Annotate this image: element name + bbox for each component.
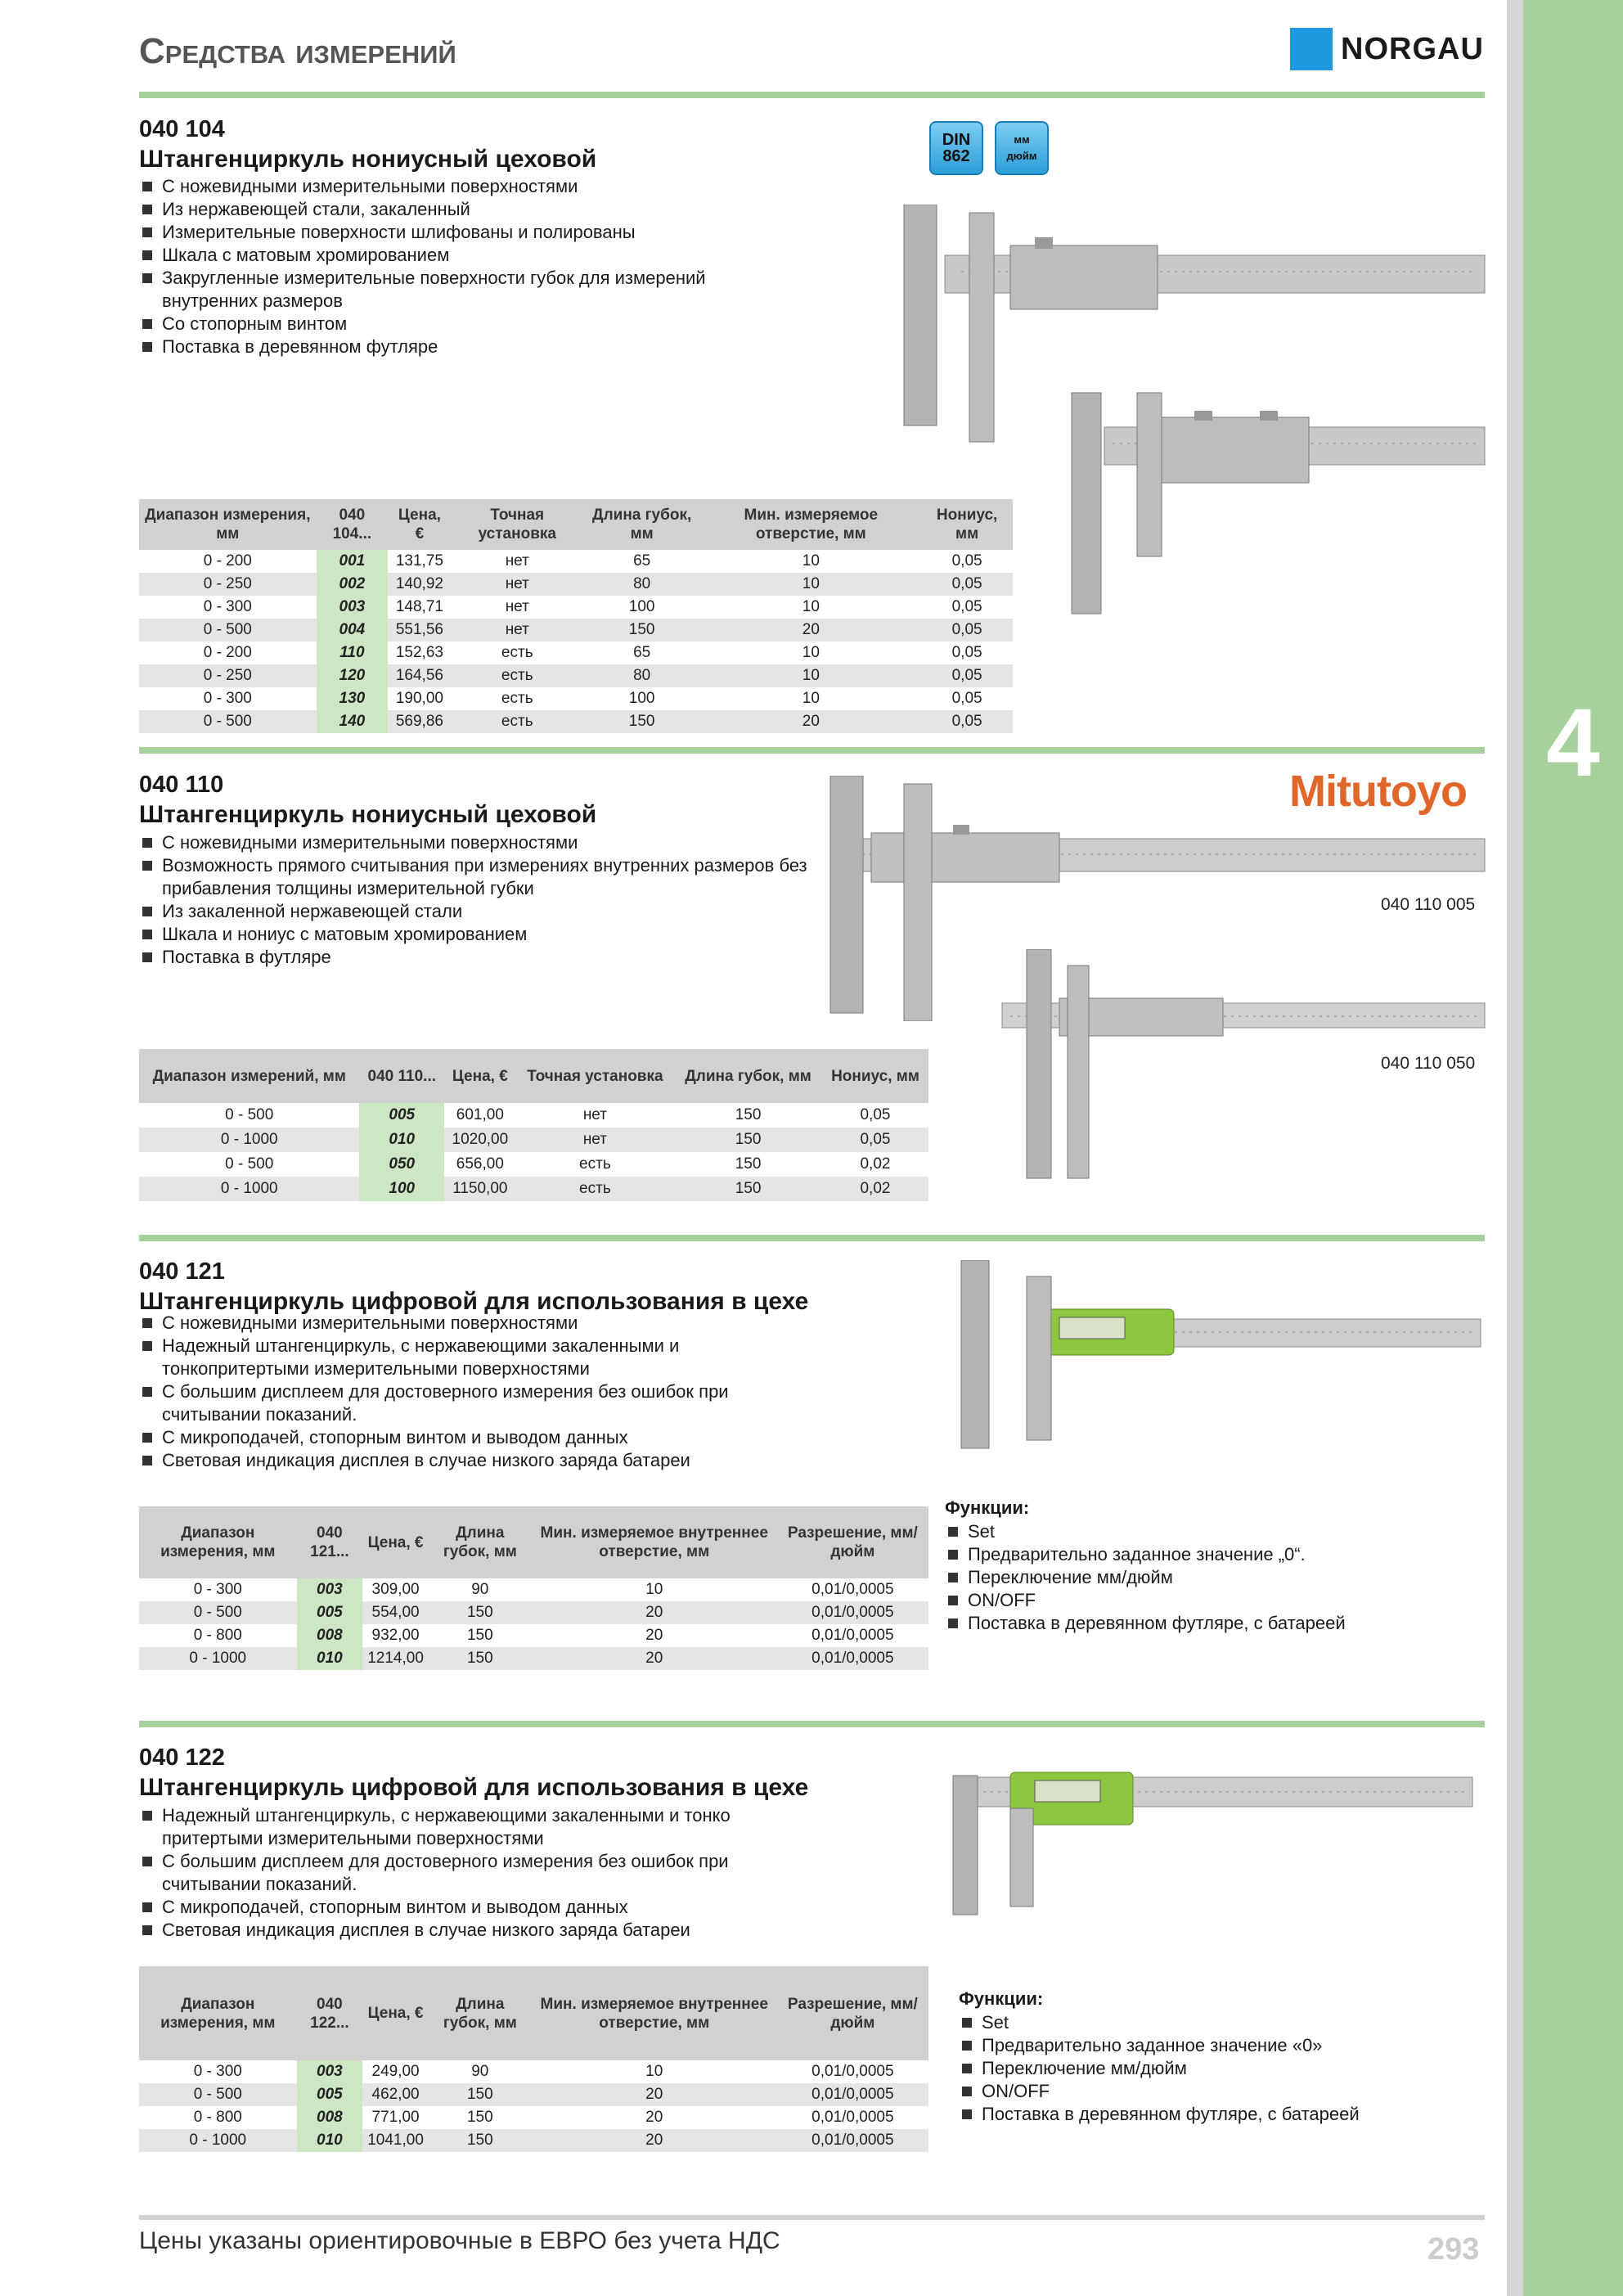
table-row xyxy=(139,664,1013,687)
cell: 0,05 xyxy=(822,1128,928,1152)
function-item: ON/OFF xyxy=(959,2080,1482,2103)
cell: 0 - 1000 xyxy=(139,2129,297,2152)
cell: 0,01/0,0005 xyxy=(777,1647,928,1670)
cell: 140,92 xyxy=(388,573,452,596)
table-row xyxy=(139,2060,928,2083)
section-divider xyxy=(139,747,1485,754)
col-header: Мин. измеряемое внутреннее отверстие, мм xyxy=(532,1966,777,2060)
table-row xyxy=(139,1128,928,1152)
cell: 190,00 xyxy=(395,690,443,707)
col-header: Цена, € xyxy=(444,1049,516,1103)
function-item: Set xyxy=(945,1520,1468,1543)
brand-logo xyxy=(1290,28,1484,70)
cell: 0,05 xyxy=(951,552,982,569)
product-code: 040 121 xyxy=(139,1258,225,1285)
table-row xyxy=(139,1601,928,1624)
function-item: Переключение мм/дюйм xyxy=(959,2057,1482,2080)
feature-item: Надежный штангенциркуль, с нержавеющими закаленными и тонко притертыми измерительными поверхностями xyxy=(139,1804,777,1850)
feature-item: Из закаленной нержавеющей стали xyxy=(139,900,810,923)
footer-note: Цены указаны ориентировочные в ЕВРО без учета НДС xyxy=(139,2227,780,2254)
table-row xyxy=(139,1103,928,1128)
cell: 150 xyxy=(583,710,701,733)
col-header: 040 121... xyxy=(297,1506,363,1578)
cell: есть xyxy=(501,690,533,707)
section-divider xyxy=(139,1235,1485,1241)
cell: 0 - 500 xyxy=(139,710,317,733)
vernier-caliper-image xyxy=(1063,376,1489,622)
table-row xyxy=(139,2106,928,2129)
feature-item: Шкала и нониус с матовым хромированием xyxy=(139,923,810,946)
cell: 462,00 xyxy=(362,2083,429,2106)
footer-divider xyxy=(139,2215,1485,2220)
cell: 0 - 800 xyxy=(193,1627,242,1644)
cell: 148,71 xyxy=(395,598,443,615)
col-header: Диапазон измерений, мм xyxy=(139,1049,359,1103)
cell: 150 xyxy=(583,619,701,642)
article-cell: 010 xyxy=(297,2129,363,2152)
cell: 0,05 xyxy=(921,664,1013,687)
col-header: Длина губок, мм xyxy=(429,1506,532,1578)
cell: 100 xyxy=(628,598,655,615)
functions-list xyxy=(945,1520,1468,1635)
cell: нет xyxy=(582,1106,607,1123)
feature-item: Измерительные поверхности шлифованы и полированы xyxy=(139,221,761,244)
cell: 656,00 xyxy=(456,1155,504,1173)
feature-item: С большим дисплеем для достоверного измерения без ошибок при считывании показаний. xyxy=(139,1850,777,1896)
cell: нет xyxy=(505,598,529,615)
cell: 150 xyxy=(674,1177,822,1201)
spec-table xyxy=(139,1506,928,1670)
article-cell: 004 xyxy=(317,619,389,642)
cell: 0 - 300 xyxy=(203,690,252,707)
cell: 0 - 500 xyxy=(139,2083,297,2106)
table-row xyxy=(139,687,1013,710)
col-header: Диапазон измерения, мм xyxy=(139,499,317,550)
digital-caliper-image xyxy=(945,1759,1477,1923)
table-row xyxy=(139,2083,928,2106)
cell: 1214,00 xyxy=(362,1647,429,1670)
feature-list xyxy=(139,1804,777,1942)
cell: 80 xyxy=(583,664,701,687)
table-row xyxy=(139,1624,928,1647)
chapter-band xyxy=(1523,0,1623,2296)
article-cell: 008 xyxy=(297,1624,363,1647)
feature-item: Световая индикация дисплея в случае низкого заряда батареи xyxy=(139,1919,777,1942)
cell: есть xyxy=(579,1155,611,1173)
cell: 0 - 1000 xyxy=(139,1128,359,1152)
feature-item: Со стопорным винтом xyxy=(139,313,761,335)
feature-item: С ножевидными измерительными поверхностями xyxy=(139,831,810,854)
cell: 0 - 500 xyxy=(225,1155,274,1173)
feature-item: Закругленные измерительные поверхности губок для измерений внутренних размеров xyxy=(139,267,761,313)
col-header: Диапазон измерения, мм xyxy=(139,1506,297,1578)
cell: 100 xyxy=(628,690,655,707)
cell: 150 xyxy=(735,1106,762,1123)
article-cell: 003 xyxy=(297,2060,363,2083)
cell: 0,05 xyxy=(921,619,1013,642)
cell: 0 - 250 xyxy=(139,664,317,687)
cell: 0,05 xyxy=(951,598,982,615)
cell: 80 xyxy=(583,573,701,596)
col-header: Цена, € xyxy=(362,1506,429,1578)
cell: 150 xyxy=(674,1128,822,1152)
cell: есть xyxy=(516,1177,675,1201)
cell: 309,00 xyxy=(371,1581,420,1598)
article-cell: 001 xyxy=(317,550,389,573)
cell: 150 xyxy=(466,2109,493,2126)
function-item: Поставка в деревянном футляре, с батареей xyxy=(945,1612,1468,1635)
article-cell: 140 xyxy=(317,710,389,733)
badge-line: DIN xyxy=(942,131,971,149)
cell: нет xyxy=(452,573,583,596)
col-header: 040 110... xyxy=(359,1049,444,1103)
cell: 0 - 500 xyxy=(139,619,317,642)
article-cell: 050 xyxy=(359,1152,444,1177)
function-item: Set xyxy=(959,2011,1482,2034)
table-row xyxy=(139,642,1013,664)
functions-title: Функции: xyxy=(945,1497,1030,1518)
cell: 0,01/0,0005 xyxy=(777,2083,928,2106)
cell: 932,00 xyxy=(371,1627,420,1644)
cell: 90 xyxy=(471,2063,489,2080)
page-number: 293 xyxy=(1427,2232,1480,2267)
cell: 0 - 200 xyxy=(203,552,252,569)
article-cell: 110 xyxy=(317,642,389,664)
product-name: Штангенциркуль цифровой для использования в цехе xyxy=(139,1774,809,1801)
col-header: Диапазон измерения, мм xyxy=(139,1966,297,2060)
col-header: Нониус, мм xyxy=(822,1049,928,1103)
cell: 0,02 xyxy=(860,1155,891,1173)
cell: 0 - 1000 xyxy=(139,1647,297,1670)
col-header: 040 122... xyxy=(297,1966,363,2060)
din-badge xyxy=(929,121,983,175)
feature-list xyxy=(139,1312,777,1472)
cell: 10 xyxy=(645,1581,663,1598)
cell: 0,01/0,0005 xyxy=(812,2063,894,2080)
cell: 1020,00 xyxy=(444,1128,516,1152)
cell: 551,56 xyxy=(388,619,452,642)
feature-list xyxy=(139,831,810,969)
cell: 150 xyxy=(429,2083,532,2106)
table-row xyxy=(139,710,1013,733)
cell: 0,01/0,0005 xyxy=(777,1601,928,1624)
cell: 20 xyxy=(645,1627,663,1644)
cell: 0 - 200 xyxy=(203,644,252,661)
badge-line: 862 xyxy=(942,147,970,165)
cell: 0,05 xyxy=(921,710,1013,733)
col-header: Разрешение, мм/дюйм xyxy=(777,1966,928,2060)
spec-table xyxy=(139,1049,928,1201)
cell: 10 xyxy=(802,598,820,615)
cell: 0,05 xyxy=(860,1106,891,1123)
cell: 0,01/0,0005 xyxy=(812,1581,894,1598)
cell: 20 xyxy=(532,1601,777,1624)
cell: 10 xyxy=(802,690,820,707)
cell: 249,00 xyxy=(371,2063,420,2080)
table-row xyxy=(139,1177,928,1201)
function-item: Предварительно заданное значение «0» xyxy=(959,2034,1482,2057)
table-row xyxy=(139,1578,928,1601)
cell: 0,05 xyxy=(921,573,1013,596)
cell: 0,01/0,0005 xyxy=(777,2129,928,2152)
article-cell: 100 xyxy=(359,1177,444,1201)
cell: 0 - 300 xyxy=(193,2063,242,2080)
product-name: Штангенциркуль нониусный цеховой xyxy=(139,801,597,828)
col-header: Точная установка xyxy=(452,499,583,550)
cell: 131,75 xyxy=(395,552,443,569)
col-header: Длина губок, мм xyxy=(674,1049,822,1103)
logo-square-icon xyxy=(1290,28,1333,70)
col-header: Мин. измеряемое отверстие, мм xyxy=(700,499,921,550)
col-header: 040 104... xyxy=(317,499,389,550)
product-code: 040 104 xyxy=(139,116,225,142)
cell: 569,86 xyxy=(388,710,452,733)
col-header: Точная установка xyxy=(516,1049,675,1103)
article-cell: 003 xyxy=(297,1578,363,1601)
cell: 0 - 500 xyxy=(225,1106,274,1123)
article-cell: 005 xyxy=(297,1601,363,1624)
spec-table xyxy=(139,499,1013,733)
cell: 10 xyxy=(802,552,820,569)
side-band-edge xyxy=(1507,0,1523,2296)
col-header: Мин. измеряемое внутреннее отверстие, мм xyxy=(532,1506,777,1578)
feature-item: Возможность прямого считывания при измерениях внутренних размеров без прибавления толщины измерительной губки xyxy=(139,854,810,900)
table-row xyxy=(139,1152,928,1177)
col-header: Разрешение, мм/дюйм xyxy=(777,1506,928,1578)
table-row xyxy=(139,550,1013,573)
cell: есть xyxy=(452,664,583,687)
cell: есть xyxy=(452,710,583,733)
product-code: 040 110 xyxy=(139,772,224,798)
cell: 0 - 300 xyxy=(203,598,252,615)
col-header: Нониус, мм xyxy=(921,499,1013,550)
function-item: Поставка в деревянном футляре, с батареей xyxy=(959,2103,1482,2126)
cell: 0 - 300 xyxy=(193,1581,242,1598)
section-divider xyxy=(139,92,1485,98)
cell: 601,00 xyxy=(456,1106,504,1123)
cell: 10 xyxy=(700,664,921,687)
col-header: Цена, € xyxy=(362,1966,429,2060)
function-item: ON/OFF xyxy=(945,1589,1468,1612)
table-row xyxy=(139,1647,928,1670)
cell: 0,05 xyxy=(951,644,982,661)
cell: 164,56 xyxy=(388,664,452,687)
product-code: 040 122 xyxy=(139,1745,225,1771)
functions-title: Функции: xyxy=(959,1988,1044,2009)
chapter-number: 4 xyxy=(1546,689,1600,797)
digital-caliper-image xyxy=(953,1260,1485,1456)
cell: нет xyxy=(516,1128,675,1152)
feature-item: Надежный штангенциркуль, с нержавеющими закаленными и тонкопритертыми измерительными поверхностями xyxy=(139,1335,777,1380)
cell: 1041,00 xyxy=(362,2129,429,2152)
cell: 10 xyxy=(802,644,820,661)
article-cell: 005 xyxy=(297,2083,363,2106)
functions-list xyxy=(959,2011,1482,2126)
article-cell: 130 xyxy=(317,687,389,710)
table-row xyxy=(139,619,1013,642)
cell: 20 xyxy=(645,2109,663,2126)
cell: 0,01/0,0005 xyxy=(812,2109,894,2126)
brand-name: NORGAU xyxy=(1341,31,1484,66)
cell: 150 xyxy=(735,1155,762,1173)
cell: 152,63 xyxy=(395,644,443,661)
cell: 20 xyxy=(700,710,921,733)
cell: нет xyxy=(505,552,529,569)
page-title: Средства измерений xyxy=(139,31,456,71)
feature-list xyxy=(139,175,761,358)
article-cell: 005 xyxy=(359,1103,444,1128)
col-header: Длина губок, мм xyxy=(583,499,701,550)
cell: 20 xyxy=(532,1647,777,1670)
feature-item: Световая индикация дисплея в случае низкого заряда батареи xyxy=(139,1449,777,1472)
spec-table xyxy=(139,1966,928,2152)
col-header: Цена, € xyxy=(388,499,452,550)
cell: 65 xyxy=(633,552,651,569)
cell: 554,00 xyxy=(362,1601,429,1624)
image-caption: 040 110 005 xyxy=(1381,895,1476,914)
function-item: Предварительно заданное значение „0“. xyxy=(945,1543,1468,1566)
cell: 0 - 500 xyxy=(139,1601,297,1624)
table-row xyxy=(139,596,1013,619)
cell: 65 xyxy=(633,644,651,661)
cell: 0,02 xyxy=(822,1177,928,1201)
cell: 20 xyxy=(532,2129,777,2152)
cell: 1150,00 xyxy=(444,1177,516,1201)
cell: 771,00 xyxy=(371,2109,420,2126)
feature-item: С микроподачей, стопорным винтом и выводом данных xyxy=(139,1896,777,1919)
table-row xyxy=(139,573,1013,596)
cell: 150 xyxy=(429,1601,532,1624)
col-header: Длина губок, мм xyxy=(429,1966,532,2060)
badge-line: дюйм xyxy=(1006,150,1037,162)
badge-line: мм xyxy=(1014,133,1030,146)
cell: 0 - 1000 xyxy=(139,1177,359,1201)
feature-item: С большим дисплеем для достоверного измерения без ошибок при считывании показаний. xyxy=(139,1380,777,1426)
cell: 10 xyxy=(700,573,921,596)
cell: 0,01/0,0005 xyxy=(812,1627,894,1644)
cell: 20 xyxy=(700,619,921,642)
feature-item: С ножевидными измерительными поверхностями xyxy=(139,1312,777,1335)
image-caption: 040 110 050 xyxy=(1381,1054,1476,1073)
article-cell: 003 xyxy=(317,596,389,619)
product-name: Штангенциркуль цифровой для использования в цехе xyxy=(139,1288,809,1315)
mm-inch-badge xyxy=(995,121,1049,175)
cell: 150 xyxy=(429,1647,532,1670)
article-cell: 010 xyxy=(359,1128,444,1152)
feature-item: Поставка в деревянном футляре xyxy=(139,335,761,358)
section-divider xyxy=(139,1721,1485,1727)
article-cell: 010 xyxy=(297,1647,363,1670)
cell: 90 xyxy=(471,1581,489,1598)
cell: 150 xyxy=(429,2129,532,2152)
mitutoyo-logo: Mitutoyo xyxy=(1289,767,1467,816)
cell: 0 - 800 xyxy=(193,2109,242,2126)
feature-item: С ножевидными измерительными поверхностями xyxy=(139,175,761,198)
cell: 0 - 250 xyxy=(139,573,317,596)
feature-item: Из нержавеющей стали, закаленный xyxy=(139,198,761,221)
product-name: Штангенциркуль нониусный цеховой xyxy=(139,146,597,173)
article-cell: 120 xyxy=(317,664,389,687)
cell: 150 xyxy=(466,1627,493,1644)
function-item: Переключение мм/дюйм xyxy=(945,1566,1468,1589)
cell: 20 xyxy=(532,2083,777,2106)
table-row xyxy=(139,2129,928,2152)
feature-item: Шкала с матовым хромированием xyxy=(139,244,761,267)
feature-item: Поставка в футляре xyxy=(139,946,810,969)
article-cell: 008 xyxy=(297,2106,363,2129)
cell: 10 xyxy=(645,2063,663,2080)
cell: 0,05 xyxy=(951,690,982,707)
cell: есть xyxy=(501,644,533,661)
feature-item: С микроподачей, стопорным винтом и выводом данных xyxy=(139,1426,777,1449)
cell: нет xyxy=(452,619,583,642)
article-cell: 002 xyxy=(317,573,389,596)
